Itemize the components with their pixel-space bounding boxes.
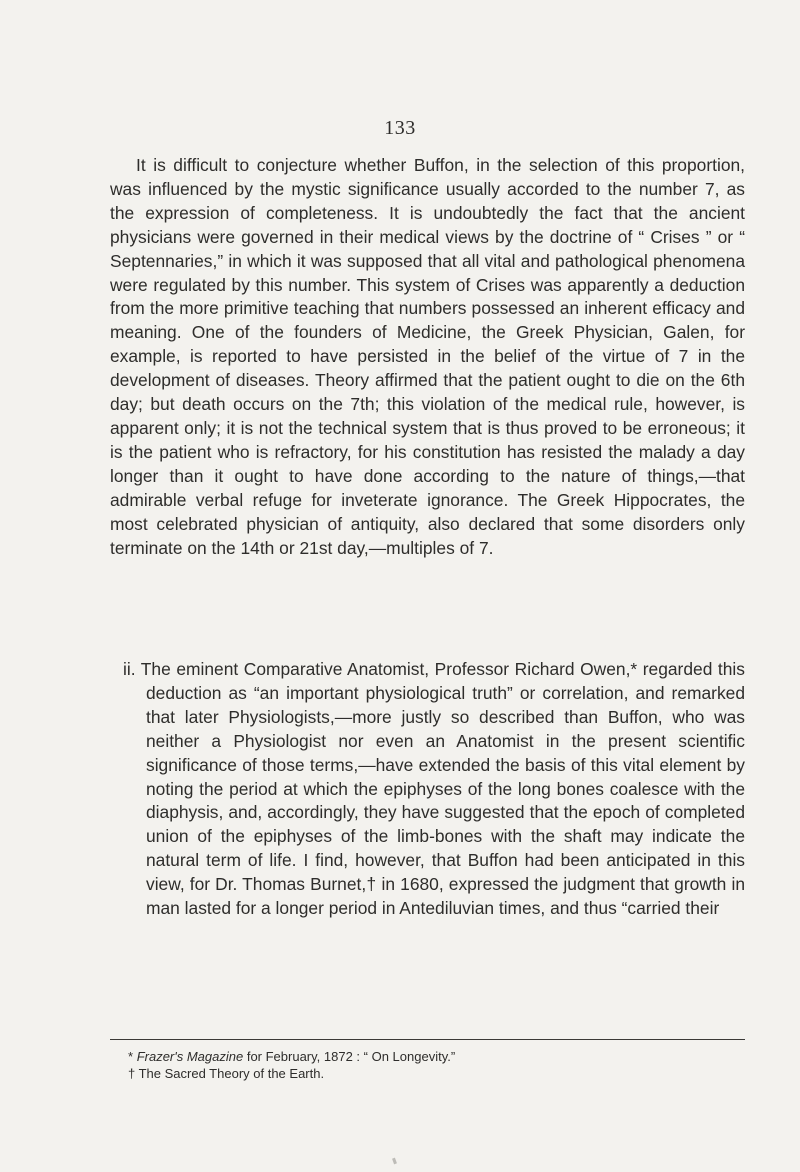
- footnote-1-mark: *: [128, 1049, 134, 1064]
- page-number: 133: [384, 117, 416, 139]
- footnote-divider: [110, 1039, 745, 1040]
- footnote-1-title: Frazer's Magazine: [136, 1049, 244, 1064]
- footnote-2: † The Sacred Theory of the Earth.: [128, 1066, 325, 1081]
- footnotes: [128, 1048, 728, 1082]
- ink-smudge: [392, 1158, 397, 1165]
- body-paragraph-2: ii. The eminent Comparative Anatomist, Professor Richard Owen,* regarded this deduction as “an important physiological truth” or correlation, and remarked that later Physiologists,—more justly so described than Buffon, who was neither a Physiologist nor even an Anatomist in the present scientific significance of those terms,—have extended the basis of this vital element by noting the period at which the epiphyses of the long bones coalesce with the diaphysis, and, accordingly, they have suggested that the epoch of completed union of the epiphyses of the limb-bones with the shaft may indicate the natural term of life. I find, however, that Buffon had been anticipated in this view, for Dr. Thomas Burnet,† in 1680, expressed the judgment that growth in man lasted for a longer period in Antediluvian times, and thus “carried their: [123, 659, 745, 919]
- footnote-1: [128, 1048, 728, 1065]
- body-paragraph-1: It is difficult to conjecture whether Buffon, in the selection of this proportion, was influenced by the mystic significance usually accorded to the number 7, as the expression of completeness. It is undoubtedly the fact that the ancient physicians were governed in their medical views by the doctrine of “ Crises ” or “ Septennaries,” in which it was supposed that all vital and pathological phenomena were regulated by this number. This system of Crises was apparently a deduction from the more primitive teaching that numbers possessed an inherent efficacy and meaning. One of the founders of Medicine, the Greek Physician, Galen, for example, is reported to have persisted in the belief of the virtue of 7 in the development of diseases. Theory affirmed that the patient ought to die on the 6th day; but death occurs on the 7th; this violation of the medical rule, however, is apparent only; it is not the technical system that is thus proved to be erroneous; it is the patient who is refractory, for his constitution has resisted the malady a day longer than it ought to have done according to the nature of things,—that admirable verbal refuge for inveterate ignorance. The Greek Hippocrates, the most celebrated physician of antiquity, also declared that some disorders only terminate on the 14th or 21st day,—multiples of 7.: [110, 155, 745, 558]
- footnote-1-text: for February, 1872 : “ On Longevity.”: [243, 1049, 456, 1064]
